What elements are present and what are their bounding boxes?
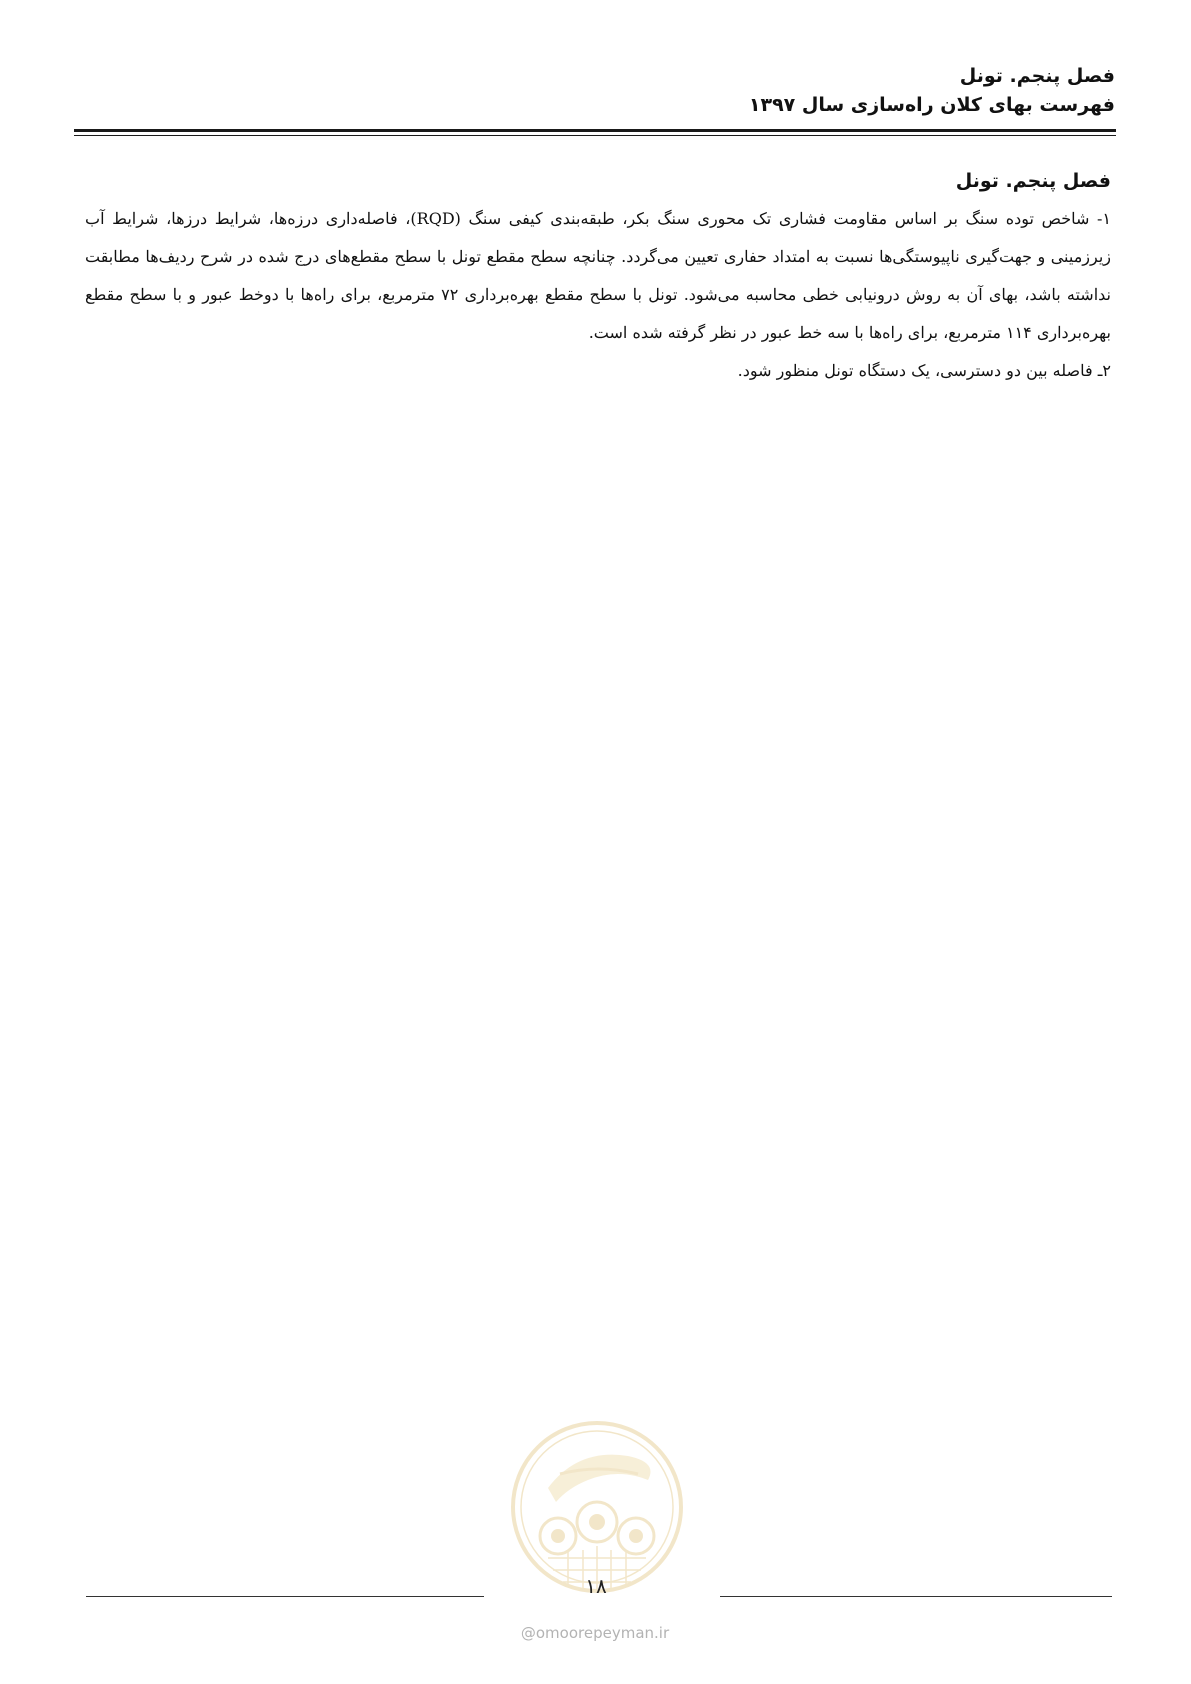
page-header — [85, 62, 1115, 120]
paragraph-rock-mass-index: ۱- شاخص توده سنگ بر اساس مقاومت فشاری تک محوری سنگ بکر، طبقه‌بندی کیفی سنگ (RQD)، فاصله‌داری درزه‌ها، شرایط درزها، شرایط آب زیرزمینی و جهت‌گیری ناپیوستگی‌ها نسبت به امتداد حفاری تعیین می‌گردد. چنانچه سطح مقطع تونل با سطح مقطع‌های درج شده در شرح ردیف‌ها مطابقت نداشته باشد، بهای آن به روش درونیابی خطی محاسبه می‌شود. تونل با سطح مقطع بهره‌برداری ۷۲ مترمربع، برای راه‌ها با دوخط عبور و با سطح مقطع بهره‌برداری ۱۱۴ مترمربع، برای راه‌ها با سه خط عبور در نظر گرفته شده است. — [85, 209, 1112, 342]
header-divider-thin — [74, 135, 1116, 136]
watermark-calligraphy — [548, 1455, 651, 1502]
watermark-logo — [508, 1418, 686, 1596]
main-content — [85, 166, 1111, 390]
header-document-title: فهرست بهای کلان راه‌سازی سال ۱۳۹۷ — [748, 94, 1115, 116]
header-chapter-title: فصل پنجم. تونل — [959, 65, 1115, 87]
page-number: ۱۸ — [585, 1574, 607, 1598]
footer-divider-left — [86, 1596, 484, 1597]
footer-website: @omoorepeyman.ir — [520, 1624, 670, 1642]
paragraph-access-distance: ۲ـ فاصله بین دو دسترسی، یک دستگاه تونل منظور شود. — [737, 361, 1111, 380]
footer-divider-right — [720, 1596, 1112, 1597]
header-divider-thick — [74, 129, 1116, 132]
section-title: فصل پنجم. تونل — [955, 170, 1111, 192]
